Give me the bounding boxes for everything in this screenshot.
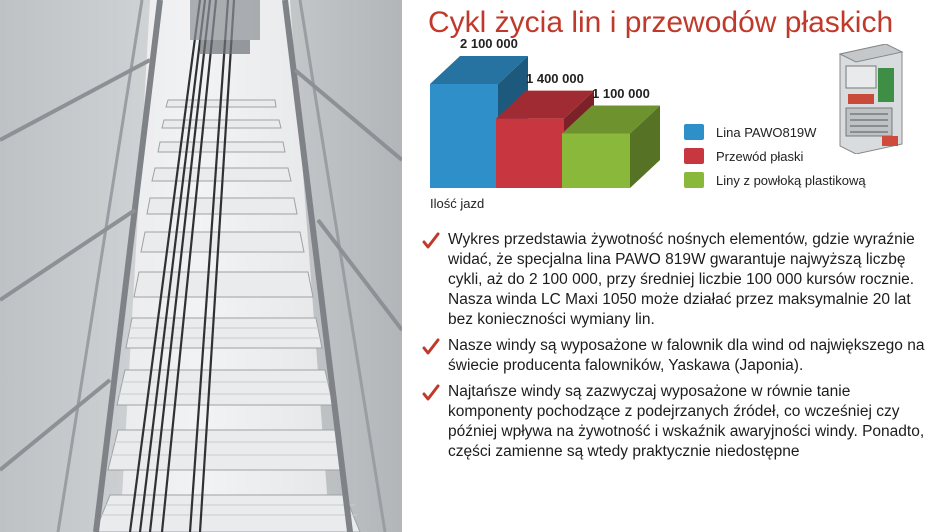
check-icon: [422, 338, 440, 356]
legend-swatch-red: [684, 148, 704, 164]
check-icon: [422, 384, 440, 402]
bar-front-2: [562, 134, 630, 188]
y-axis-label: Ilość jazd: [430, 196, 485, 211]
bar-front-0: [430, 84, 498, 188]
bullet-item: [420, 230, 930, 330]
legend-item-plastic-coated: [684, 168, 866, 192]
bar-front-1: [496, 119, 564, 188]
bullet-text: Wykres przedstawia żywotność nośnych elementów, gdzie wyraźnie widać, że specjalna lina PAWO 819W gwarantuje najwyższą liczbę cykli, aż do 2 100 000, przy średniej liczbie 100 000 kursów rocznie. Nasza winda LC Maxi 1050 może działać przez maksymalnie 20 lat bez konieczności wymiany lin.: [448, 231, 915, 328]
data-label-1: 1 400 000: [526, 70, 584, 86]
bullet-text: Najtańsze windy są zazwyczaj wyposażone w równie tanie komponenty pochodzące z podejrzanych źródeł, co wcześniej czy później wpływa na żywotność i wskaźnik awaryjności windy. Ponadto, części zamienne są wtedy praktycznie niedostępne: [448, 383, 925, 460]
bar-chart: [420, 36, 710, 214]
check-icon: [422, 232, 440, 250]
bullet-text: Nasze windy są wyposażone w falownik dla wind od największego na świecie producenta falowników, Yaskawa (Japonia).: [448, 337, 925, 374]
bar-chart-svg: [420, 44, 710, 194]
legend-swatch-green: [684, 172, 704, 188]
inverter-device-image: [836, 44, 906, 154]
legend-label: Lina PAWO819W: [716, 124, 817, 140]
elevator-shaft-photo: [0, 0, 402, 532]
data-label-0: 2 100 000: [460, 36, 518, 51]
chart-title: Cykl życia lin i przewodów płaskich: [428, 6, 894, 39]
bullet-item: [420, 336, 930, 376]
legend-label: Przewód płaski: [716, 148, 804, 164]
legend-label: Liny z powłoką plastikową: [716, 172, 866, 188]
legend-swatch-blue: [684, 124, 704, 140]
bullet-item: [420, 382, 930, 462]
elevator-shaft-illustration: [0, 0, 402, 532]
inverter-device-icon: [836, 44, 906, 154]
data-label-2: 1 100 000: [592, 85, 650, 101]
bullet-list: [420, 230, 930, 468]
